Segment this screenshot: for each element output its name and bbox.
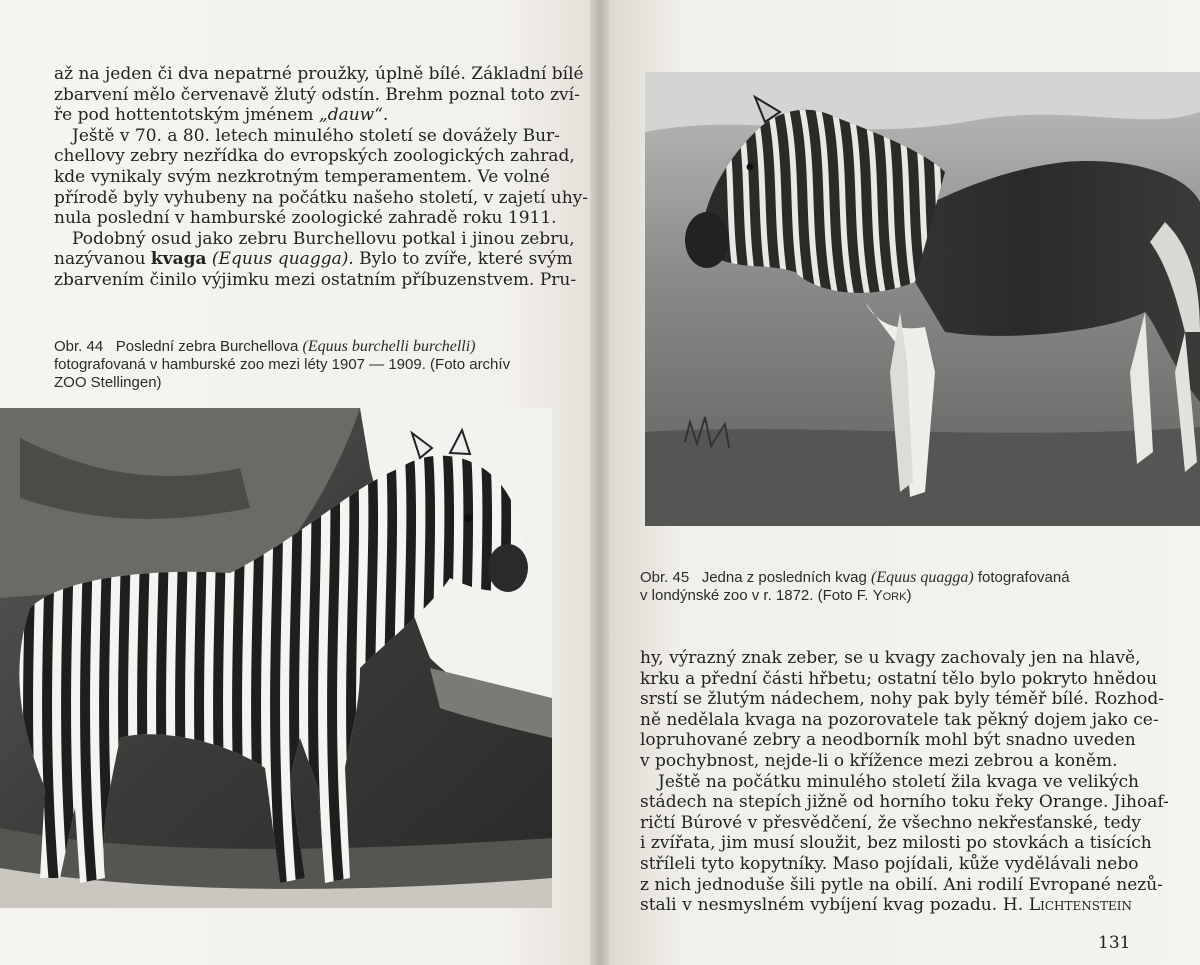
- paragraph-3-cont: [54, 249, 577, 290]
- text-line: stali v nesmyslném vybíjení kvag pozadu. H. Lichtenstein: [640, 895, 1132, 916]
- text-line: až na jeden či dva nepatrné proužky, úplně bílé. Základní bílé: [54, 64, 584, 84]
- latin-name: (Equus quagga).: [211, 249, 354, 270]
- text-line: hy, výrazný znak zeber, se u kvagy zachovaly jen na hlavě,: [640, 648, 1141, 668]
- paragraph-1: [54, 64, 584, 126]
- figure-label: Obr. 44: [54, 338, 104, 355]
- text-line: nula poslední v hamburské zoologické zahradě roku 1911.: [54, 208, 557, 229]
- book-gutter: [590, 0, 610, 965]
- text-line: srstí se žlutým nádechem, nohy pak byly téměř bílé. Rozhod-: [640, 689, 1165, 710]
- text-line: ře pod hottentotským jménem „dauw“.: [54, 105, 389, 126]
- caption-line: Obr. 45 Jedna z posledních kvag (Equus quagga) fotografovaná: [640, 569, 1070, 586]
- right-body-text: [640, 648, 1169, 916]
- figure-45-quagga-photo: [645, 72, 1200, 526]
- text-line: ričtí Búrové v přesvědčení, že všechno nekřesťanské, tedy: [640, 812, 1142, 833]
- zebra-illustration: [0, 408, 552, 908]
- text-line: Podobný osud jako zebru Burchellovu potkal i jinou zebru,: [72, 228, 575, 249]
- text-line: chellovy zebry nezřídka do evropských zoologických zahrad,: [54, 146, 575, 167]
- figure-label: Obr. 45: [640, 569, 690, 586]
- caption-line: Obr. 44 Poslední zebra Burchellova (Equus burchelli burchelli): [54, 338, 476, 355]
- dauw-quote: „dauw“: [318, 105, 383, 126]
- caption-line: v londýnské zoo v r. 1872. (Foto F. York): [640, 587, 912, 604]
- figure-44-caption: [54, 338, 554, 392]
- text-line: zbarvení mělo červenavě žlutý odstín. Brehm poznal toto zví-: [54, 84, 580, 105]
- paragraph-3: [54, 228, 575, 250]
- quagga-illustration: [645, 72, 1200, 526]
- page-number: 131: [1098, 933, 1131, 953]
- caption-line: fotografovaná v hamburské zoo mezi léty 1907 — 1909. (Foto archív: [54, 356, 511, 373]
- paragraph-5-cont: [640, 792, 1169, 916]
- text-line: i zvířata, jim musí sloužit, bez milosti po stovkách a tisících: [640, 833, 1152, 854]
- text-line: krku a přední části hřbetu; ostatní tělo bylo pokryto hnědou: [640, 668, 1158, 689]
- author-name: Lichtenstein: [1028, 895, 1132, 916]
- text-line: lopruhované zebry a neodborník mohl být snadno uveden: [640, 730, 1136, 751]
- text-line: nazývanou kvaga (Equus quagga). Bylo to zvíře, které svým: [54, 249, 573, 270]
- caption-line: ZOO Stellingen): [54, 374, 162, 391]
- paragraph-4: [640, 648, 1165, 772]
- text-line: z nich jednoduše šili pytle na obilí. Ani rodilí Evropané nezů-: [640, 874, 1163, 895]
- left-body-text: [54, 64, 589, 291]
- figure-45-caption: [640, 569, 1140, 605]
- paragraph-2: [54, 125, 560, 147]
- paragraph-5: [640, 771, 1139, 793]
- term-kvaga: kvaga: [150, 249, 207, 270]
- text-line: stádech na stepích jižně od horního toku řeky Orange. Jihoaf-: [640, 792, 1169, 813]
- figure-44-zebra-photo: [0, 408, 552, 908]
- text-line: zbarvením činilo výjimku mezi ostatním příbuzenstvem. Pru-: [54, 269, 577, 290]
- text-line: stříleli tyto kopytníky. Maso pojídali, kůže vydělávali nebo: [640, 853, 1139, 874]
- text-line: v pochybnost, nejde-li o křížence mezi zebrou a koněm.: [640, 750, 1118, 771]
- text-line: ně nedělala kvaga na pozorovatele tak pěkný dojem jako ce-: [640, 709, 1159, 730]
- text-line: Ještě v 70. a 80. letech minulého století se dovážely Bur-: [72, 125, 560, 146]
- text-line: kde vynikaly svým nezkrotným temperamentem. Ve volné: [54, 166, 550, 187]
- text-line: Ještě na počátku minulého století žila kvaga ve velikých: [658, 771, 1139, 792]
- text-line: přírodě byly vyhubeny na počátku našeho století, v zajetí uhy-: [54, 187, 589, 208]
- paragraph-2-cont: [54, 146, 589, 229]
